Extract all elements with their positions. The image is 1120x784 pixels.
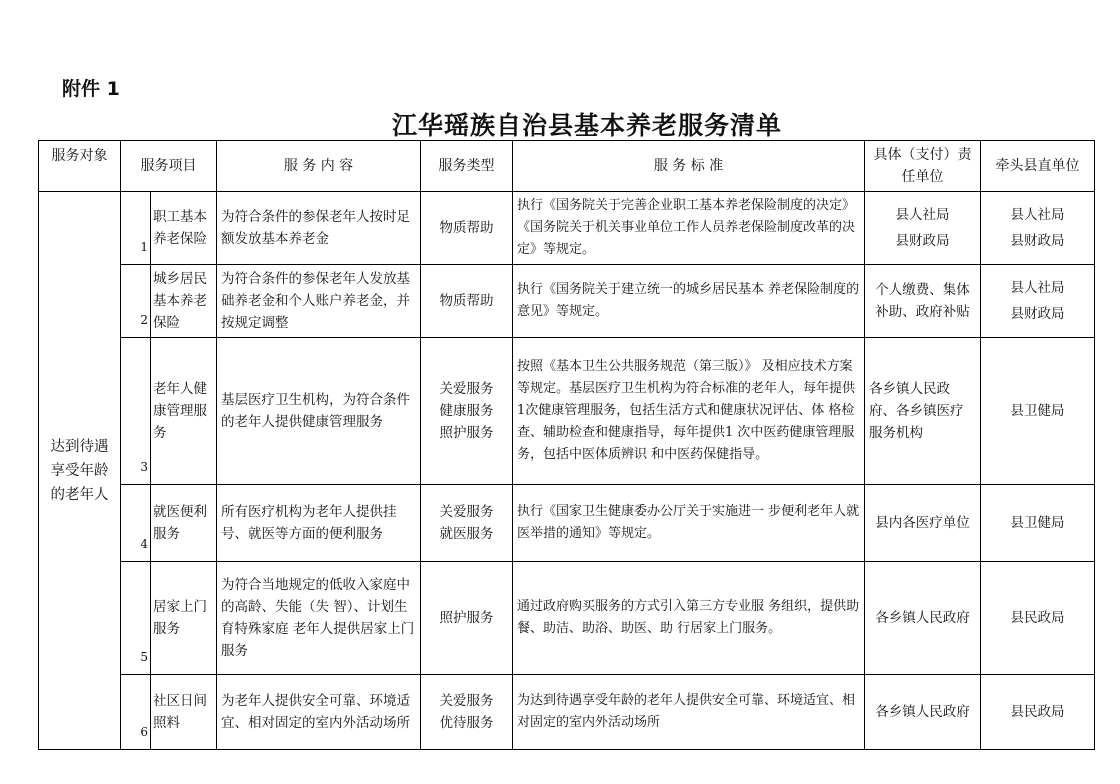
service-type: 物质帮助 <box>421 265 513 338</box>
service-type: 关爱服务 优待服务 <box>421 675 513 750</box>
service-content: 为符合当地规定的低收入家庭中的高龄、失能（失 智）、计划生育特殊家庭 老年人提供居家上门服务 <box>217 562 421 675</box>
row-index: 1 <box>121 192 151 265</box>
responsible-unit: 县内各医疗单位 <box>865 485 981 562</box>
row-index: 2 <box>121 265 151 338</box>
service-standard: 执行《国务院关于建立统一的城乡居民基本 养老保险制度的意见》等规定。 <box>513 265 865 338</box>
header-target: 服务对象 <box>39 141 121 192</box>
header-type: 服务类型 <box>421 141 513 192</box>
table-row <box>39 485 1095 562</box>
service-type: 照护服务 <box>421 562 513 675</box>
service-type: 物质帮助 <box>421 192 513 265</box>
attachment-label: 附件 1 <box>62 78 120 100</box>
table-header-row <box>39 141 1095 192</box>
header-item: 服务项目 <box>121 141 217 192</box>
service-item: 居家上门服务 <box>151 562 217 675</box>
service-standard: 按照《基本卫生公共服务规范（第三版）》 及相应技术方案等规定。基层医疗卫生机构为符合标准的老年人，每年提供1次健康管理服务，包括生活方式和健康状况评估、体 格检查、辅助检查和健康指导，每年提供1 次中医药健康管理服务，包括中医体质辨识 和中医药保健指导。 <box>513 338 865 485</box>
lead-unit: 县民政局 <box>981 562 1095 675</box>
responsible-unit: 个人缴费、集体补助、政府补贴 <box>865 265 981 338</box>
service-standard: 通过政府购买服务的方式引入第三方专业服 务组织，提供助餐、助洁、助浴、助医、助 行居家上门服务。 <box>513 562 865 675</box>
service-item: 社区日间照料 <box>151 675 217 750</box>
service-item: 就医便利服务 <box>151 485 217 562</box>
lead-unit: 县人社局 县财政局 <box>981 265 1095 338</box>
lead-unit: 县人社局 县财政局 <box>981 192 1095 265</box>
service-standard: 为达到待遇享受年龄的老年人提供安全可靠、环境适宜、相对固定的室内外活动场所 <box>513 675 865 750</box>
service-content: 基层医疗卫生机构，为符合条件的老年人提供健康管理服务 <box>217 338 421 485</box>
lead-unit: 县卫健局 <box>981 485 1095 562</box>
service-content: 为符合条件的参保老年人发放基础养老金和个人账户养老金，并按规定调整 <box>217 265 421 338</box>
row-index: 3 <box>121 338 151 485</box>
service-item: 老年人健康管理服务 <box>151 338 217 485</box>
service-type: 关爱服务 就医服务 <box>421 485 513 562</box>
target-group-cell: 达到待遇享受年龄的老年人 <box>39 192 121 750</box>
service-content: 所有医疗机构为老年人提供挂号、就医等方面的便利服务 <box>217 485 421 562</box>
service-type: 关爱服务 健康服务 照护服务 <box>421 338 513 485</box>
table-row <box>39 192 1095 265</box>
responsible-unit: 各乡镇人民政府 <box>865 562 981 675</box>
table-row <box>39 338 1095 485</box>
service-standard: 执行《国务院关于完善企业职工基本养老保险制度的决定》《国务院关于机关事业单位工作人员养老保险制度改革的决定》等规定。 <box>513 192 865 265</box>
row-index: 6 <box>121 675 151 750</box>
responsible-unit: 县人社局 县财政局 <box>865 192 981 265</box>
table-row <box>39 562 1095 675</box>
table-row <box>39 675 1095 750</box>
page-title: 江华瑶族自治县基本养老服务清单 <box>392 111 783 140</box>
header-lead: 牵头县直单位 <box>981 141 1095 192</box>
header-responsible: 具体（支付）责任单位 <box>865 141 981 192</box>
responsible-unit: 各乡镇人民政府、各乡镇医疗服务机构 <box>865 338 981 485</box>
responsible-unit: 各乡镇人民政府 <box>865 675 981 750</box>
header-standard: 服 务 标 准 <box>513 141 865 192</box>
service-content: 为老年人提供安全可靠、环境适宜、相对固定的室内外活动场所 <box>217 675 421 750</box>
service-item: 城乡居民基本养老保险 <box>151 265 217 338</box>
service-item: 职工基本养老保险 <box>151 192 217 265</box>
service-content: 为符合条件的参保老年人按时足额发放基本养老金 <box>217 192 421 265</box>
table-row <box>39 265 1095 338</box>
row-index: 5 <box>121 562 151 675</box>
row-index: 4 <box>121 485 151 562</box>
lead-unit: 县民政局 <box>981 675 1095 750</box>
service-table <box>38 140 1095 750</box>
lead-unit: 县卫健局 <box>981 338 1095 485</box>
service-standard: 执行《国家卫生健康委办公厅关于实施进一 步便利老年人就医举措的通知》等规定。 <box>513 485 865 562</box>
header-content: 服 务 内 容 <box>217 141 421 192</box>
